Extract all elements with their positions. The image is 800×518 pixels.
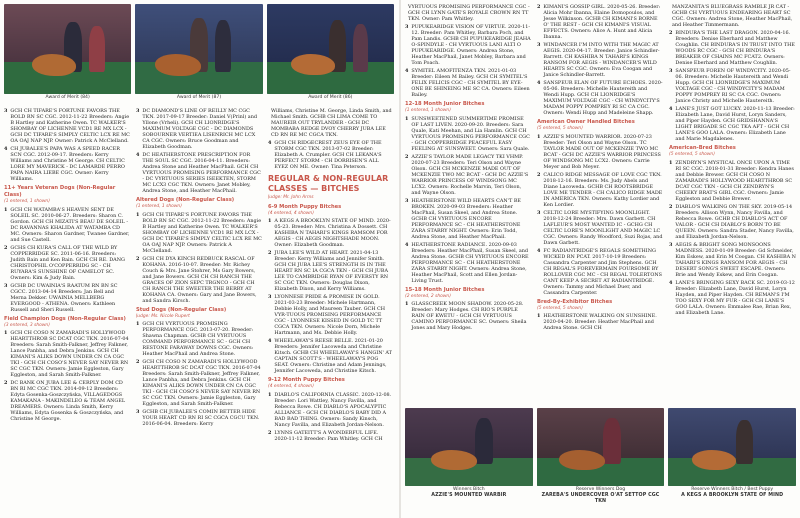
class-subheading: (5 entered, 5 shown): [537, 126, 583, 131]
catalog-entry: [669, 106, 796, 142]
class-subheading: (1 entered, 1 shown): [405, 108, 451, 113]
entry-number: 3: [537, 209, 541, 216]
entry-number: 1: [537, 313, 541, 319]
dog-show-photo: [135, 4, 262, 94]
entry-number: 4: [669, 106, 673, 112]
entry-text: KIMANI'S GOSSIP GIRL. 2020-05-26. Breeder: Alicia Mohr Ibanna, Elaine Domopoulos, and Jesse Wilkinson. GCHB CH KIMANI'S BORNE O' THE REST - GCH CH KIMANI'S VISUAL EFFECTS. Owners: Alice A. Hunt and Alicia Ibanna.: [543, 4, 661, 40]
catalog-entry: [4, 245, 130, 281]
class-heading: 11+ Years Veteran Dogs (Non-Regular Class): [4, 185, 116, 198]
entry-text: AZZIE'S TAYLOR MADE LEGACY TKI VHMP. 2020-07-23 Breeders: Teri Olson and Wayne Olson. GCH CH MCKENZIE MADE OUT OF MCKENZIE TWO MC BCAT - GCH DC AZZIE'S WARRIOR PRINCESS OF WINDSONG MC LCX2. Owners: Rochelle Marvin, Teri Olson, and Wayne Olson.: [411, 153, 529, 196]
entry-text: GCH CH TIFARE'S FORTUNE FAVORS THE BOLD RN SC CGC. 2012-11-22 Breeders: Angie B Hartley and Katherine Owen. TC WALKER'S SHOMBAY OF LICHENNE VCD1 RE MX LCX - GCH DC TIFARE'S SIMPLY CELTIC LCX RE MC OA OAJ NAP NJP. Owner: Patrick A McClelland.: [10, 108, 130, 144]
entry-number: 1: [136, 321, 140, 327]
entry-text: GCH CH TIFARE'S FORTUNE FAVORS THE BOLD RN SC CGC. 2012-11-22 Breeders: Angie B Hartley and Katherine Owen. TC WALKER'S SHOMBAY OF LICHENNE VCD1 RE MX LCX - GCH DC TIFARE'S SIMPLY CELTIC LCX RE MC OA OAJ NAP NJP. Owners: Patrick A McClelland.: [142, 211, 262, 254]
catalog-entry: [537, 134, 663, 170]
entry-text: LANE'S JUST GOT LUCKY. 2020-11-13 Breeder: Elizabeth Lane, David Hurst, Loryn Sanders, and Piper Hayden. GCH GRIDSHANNA'S LIGHT BRIGADE SC CGC TKA AFT - GCH CH LANE'S GOO LALA. Owners: Elizabeth Lane and Marie Magdalenes.: [675, 106, 795, 142]
class-subheading: (5 entered, 5 shown): [537, 305, 583, 311]
catalog-entry: [405, 154, 531, 196]
caption-dog-name: AZZIE'S MOUNTED WARBIR: [431, 493, 507, 498]
class-subheading: (1 entered, 1 shown): [4, 199, 50, 204]
entry-text: GCH CH VYRTUOUS PROMISING PERFORMANCE CGC. 2013-07-20. Breeder: Shawna Chapman. GCHB CH VYRTUOUS COMMAND PERFORMANCE SC - GCH CH RESTONE FARAWAY DOWNS CGC. Owners: Heather MacPhail and Andrea Stone.: [142, 321, 254, 357]
catalog-entry: [669, 242, 796, 278]
entry-text: SANSPEUR ELAN OF FUTURE ECHOES. 2020-05-06. Breeders: Michelle Hautereith and Wendi Hupp. GCH CH LIONRIDGE'S MAXIMUM VOLTAGE CGC - CH WINDYCITY'S MADAM POPPY POMPREY RI SC CA CGC. Owners: Wendi Hupp and Madeleine Shapp.: [543, 80, 663, 116]
class-subheading: Judge: Mr. John Arms: [268, 195, 314, 200]
entry-text: GLASSCREEK MOON SHADOW. 2020-05-28. Breeder: Mary Hodges. CH RIO'S PURPLE RAIN OF KWETU - GCH CH VYRTUOUS CAMINO PERFORMANCE SC. Owners: Sheila Jones and Mary Hodges.: [411, 301, 527, 331]
caption-title: Reserve Winners Dog: [575, 487, 626, 492]
catalog-entry: [268, 140, 394, 170]
entry-text: VYRTUOUS PROMISING PERFORMANCE CGC - GCH CH LYNN GATE'S ROYALE CROWN RN TT TKN. Owner: Pam Whitley.: [408, 4, 530, 22]
catalog-entry: [136, 152, 262, 194]
photo-caption: [267, 95, 394, 100]
entry-number: 4: [4, 146, 8, 152]
entry-text: GCHB DC UWAINIA'S RAATUM RN BN SC CGCC. 2013-04-14 Breeders: Jan Bell and Merna Dekker. UWAINIA MELLBERG EVERGOOD - ATHENA. Owners: Kathleen Russell and Sheri Russell.: [10, 282, 118, 313]
entry-number: 1: [405, 115, 409, 122]
photo-card: [267, 4, 394, 100]
catalog-entry: [405, 198, 531, 240]
entry-number: 4: [136, 152, 140, 158]
entry-text: GCH CH DYA KINCH REDBUCK RASCAL OF KOHANA. 2016-10-07. Breeder: Mr. Richey Couch & Mrs. Jane Stohrer, Ms Gary Bowers, and Jane Bowers. GCH CH CH RANCH THE GRACES OF ZION SEPC TRGNCO - GCH CH CH RANCH THE SWEETER THE BERRY AT KOHANA CA. Owners: Gary and Jane Bowers, and Sandra Kirsch.: [142, 255, 257, 304]
entry-text: WHEELAWAY'S REESE BELLE. 2021-01-20 Breeders: Jennifer Lacoweda and Christine Kitsch. GCHB CH WHEELAWAY'S HANGIN' AT CAPTAIN SCOTT'S - WHEELAWAY'S POG SEAT. Owners: Christine and Adam Jennings, Jennifer Lacoweda, and Christine Kitsch.: [274, 338, 392, 374]
catalog-entry: [669, 204, 796, 240]
entry-number: 1: [537, 133, 541, 140]
entry-text: SANSPEUR FOREN OF WINDYCITY. 2020-05-06. Breeders: Michelle Hautereith and Wendi Hupp. GCH CH LIONRIDGE'S MAXIMUM VOLTAGE CGC - CH WINDYCITY'S MADAM POPPY POMPREY RI SC CA CGC. Owners: Janice Christy and Michelle Hautereith.: [675, 68, 791, 104]
entry-number: 3: [4, 108, 8, 114]
catalog-entry: [405, 68, 531, 98]
entry-number: 4: [537, 80, 541, 86]
entry-text: SYMITEL AMOFITENZA TKN. 2021-01-03 Breeder: Eileen M Bailey. GCH CH SYMITEL'S FELIX FELICIS CGC - CH SYMITEL BY EYE-ONE BE SHINEING ME SC CA. Owners: Eileen Bailey.: [411, 68, 530, 98]
catalog-entry: [4, 146, 130, 182]
catalog-entry: [537, 248, 663, 296]
entry-text: PUPUKEARIDGE VISION OF VIRTUE. 2020-11-12. Breeder: Pam Whitley, Barbara Poch, and Pam Landis. GCHB CH PUPUKEARIDGE JEAHA O-SPINDYLE - CH VYRTUOUS LANI ALTI O PUPUKEARIDGE. Owners: Andrea Stone, Heather MacPhail, Janet Mobley, Barbara and Tom Poach.: [411, 24, 531, 66]
photo-card: [537, 408, 665, 508]
class-heading: 15-18 Month Junior Bitches: [405, 286, 485, 293]
entry-number: 3: [669, 241, 673, 248]
entry-text: LYONNESE PRIDE & PROMISE IN GOLD. 2021-03-23 Breeder: Michele Hartmann, Debbie Holly, and Maureen Tauber. GCH CH VYR-TUOUS PROMISING PERFORMANCE CGC - LYONNESE KISSED IN GOLD TC TT CGCA TKN. Owners: Nicole Dorn, Michele Hartmann, and Ms. Debbie Holly.: [274, 294, 386, 336]
top-photos-row: [4, 4, 394, 100]
entry-text: HEATHERSTONE RADIANCE. 2020-09-03 Breeders: Heather MacPhail, Susan Skeel, and Andrea Stone. GCHB CH VYRTUOUS ENCORE PERFORMANCE SC - CH HEATHERSTONE ZARA STARRY NIGHT. Owners: Andrea Stone, Heather MacPhail, Scott and Ellen Jordan-Living Trust.: [411, 241, 529, 284]
entry-text: DIABLO'S CALIFORNIA CLASSIC. 2020-12-08. Breeder: Lori Wattley, Nancy Favilla, and Rebecca Rowe. CH DIABLO'S APOCALYPTIC ALLIANCE - GCH CH DIABLO'S BABY DID A BAD BAD THING. Owners: Sandy Kinsch, Nancy Favilla, and Elizabeth Jordan-Nelson.: [274, 391, 392, 428]
catalog-entry: [4, 380, 130, 422]
caption-dog-name: A KEGS A BROOKLYN STATE OF MIND: [681, 493, 784, 498]
bottom-photos-row: [405, 408, 796, 508]
text-column-1: [4, 108, 130, 514]
entry-text: SUNSWEETENED SUMMERTIME PROMISE OF LAST LIVEN. 2020-09-20. Breeders: Sara Quale, Kati Meehan, and Lia Hamlin. GCH CH VYRTUOUS PROMISING PERFORMANCE CGC - GCH COPPERRIDGE PEACEFUL EASY FEELING AT SUNSWEET. Owners: Sara Quale.: [411, 115, 530, 152]
catalog-entry: [268, 392, 394, 428]
photo-card: [668, 408, 796, 508]
class-subheading: (3 entered, 3 shown): [4, 322, 50, 328]
entry-number: 4: [268, 140, 272, 146]
class-heading: American-Bred Bitches: [669, 145, 736, 151]
catalog-entry: [405, 242, 531, 284]
catalog-entry: [537, 210, 663, 246]
entry-number: 4: [405, 68, 409, 74]
entry-text: ZENDRYN'S MYSTICAL ONCE UPON A TIME RI SC CGC. 2018-01-31 Breeder: Kendra Hanes and Debbie Brewer. GCH CH COSO N ZAMARADI'S HOLLYWOOD HEARTTHROB SC DCAT CGC TKN - GCH CH ZENDRYN'S CHEEKY BRAT'S GIRL CGC. Owners: Jamie Eggleston and Debbie Brewer.: [675, 159, 794, 202]
entry-number: 1: [669, 159, 673, 166]
class-heading: American Owner Handled Bitches: [537, 119, 635, 125]
entry-text: CELTIC LORE MYSTIFYING MOONLIGHT. 2018-12-24 Breeder: Mrs. Dawn Garbett. CH LAFLEUR'S MOST WANTED IC - GCHG CH CELTIC LORE'S MOONLIGHT AND MAGIC LC CGC. Owners: Randy Woodford, Suzi Rojas, and Dawn Garbett.: [543, 209, 663, 246]
text-column-5: [537, 4, 663, 404]
catalog-entry: [136, 409, 262, 427]
class-subheading: (4 entered, 4 shown): [268, 384, 314, 389]
entry-text: A KEGS A BROOKLYN STATE OF MIND. 2020-05-23. Breeder: Mrs. Christina A Dossett. CH KASHIBA N TAHARI'S KINGS RAMSOM FOR AEGIS - CH AEGIS NIGHTSHADE MOON. Owner: Elizabeth Goodman.: [274, 218, 391, 248]
entry-number: 2: [4, 380, 8, 386]
catalog-entry: [537, 4, 663, 40]
catalog-entry: [268, 294, 394, 336]
entry-text: GCH CH WATAMBA'S HEAVEN SENT DE SOLEIL SC. 2010-06-27. Breeders: Sharon C. Gordon. GCH CH MIZATI'S BEAU DE SOLEIL - DC RAVANNAS KHALIDA AT WATAMBA CD MC. Owners: Sharon Gardner, Twanee Gardner, and Sue Castell.: [10, 206, 130, 243]
caption-title: Winners Bitch: [452, 487, 485, 492]
catalog-entry: [669, 280, 796, 316]
text-column-3: [268, 108, 394, 514]
class-heading: Altered Dogs (Non-Regular Class): [136, 197, 235, 203]
entry-number: 4: [537, 247, 541, 254]
entry-number: 3: [268, 294, 272, 300]
catalog-entry: [136, 321, 262, 357]
entry-number: 1: [405, 301, 409, 307]
class-heading: Field Champion Dogs (Non-Regular Class): [4, 315, 126, 322]
entry-number: 4: [405, 241, 409, 248]
entry-text: JUBA LEE'S WILD AT HEART. 2021-04-13 Breeder: Kerry Williams and Jennifer Smith. GCH CH JUBA LEE'S STRENGTH IS IN THE HEART RN SC IA CGCA TKN - GCH CH JUBA LEE TO CAMBRIDGE RYAN OF EVERSTY RN SC CGC TKN. Owners: Douglas Dixon, Elizabeth Dixon, and Kerry Williams.: [274, 250, 389, 292]
class-heading: Stud Dogs (Non-Regular Class): [136, 306, 227, 313]
catalog-entry: [669, 68, 796, 104]
text-column-2: [136, 108, 262, 514]
dog-show-photo: [668, 408, 796, 486]
entry-number: 3: [537, 42, 541, 48]
entry-number: 3: [405, 197, 409, 204]
entry-number: 2: [537, 4, 541, 10]
entry-text: GCH CH COSO N ZAMARADI'S HOLLYWOOD HEARTTHROB SC DCAT CGC TKN. 2016-07-04 Breeders: Sarah Smith-Falkner, Jeffrey Falkner, Lance Panbha, and Debra Jenkins. GCH CH KIMANI'S ALIKS DOWN UNDER CN CA CGC TKI - GCH CH COSO'S NEVER SAY NEVER RN SC CGC TKN. Owners: Jamie Eggleston, Gary Eggleston, and Sarah Smith-Falkner.: [10, 330, 129, 378]
entry-number: 2: [268, 429, 272, 436]
class-subheading: (2 entered, 2 shown): [405, 293, 451, 299]
catalog-entry: [268, 338, 394, 374]
photo-card: [4, 4, 131, 100]
text-column-6: [669, 4, 796, 404]
caption-title: Award of Merit (86): [308, 95, 353, 100]
entry-number: 2: [405, 153, 409, 160]
catalog-entry: [537, 313, 663, 331]
caption-title: Award of Merit (84): [45, 95, 90, 100]
entry-number: 2: [669, 30, 673, 36]
entry-number: 2: [136, 359, 140, 365]
entry-number: 2: [537, 171, 541, 178]
class-heading: 6-9 Month Puppy Bitches: [268, 203, 342, 210]
dog-show-photo: [405, 408, 533, 486]
class-heading: 12-18 Month Junior Bitches: [405, 101, 485, 107]
entry-number: 4: [268, 338, 272, 344]
catalog-entry: [268, 218, 394, 248]
class-heading: 9-12 Month Puppy Bitches: [268, 377, 345, 383]
catalog-entry: [268, 108, 394, 138]
entry-number: 3: [136, 108, 140, 114]
catalog-entry: [136, 108, 262, 150]
caption-title: Reserve Winners Bitch / Best Puppy: [691, 487, 774, 492]
photo-caption: [668, 487, 796, 499]
catalog-entry: [669, 160, 796, 202]
photo-caption: [537, 487, 665, 505]
dog-show-photo: [4, 4, 131, 94]
photo-caption: [135, 95, 262, 100]
entry-text: CALICO RIDGE MESSAGE OF LOVE CGC TKN. 2018-12-16. Breeders: Ms. Judy Abels and Diane Lacoweda. GCHB CH ROOTSBRIDGE LOVE ME TENDER - CH CALICO RIDGE MADE IN AMERICA TKN. Owners: Kathy Lordier and Ken Lordier.: [543, 171, 663, 208]
dog-show-photo: [537, 408, 665, 486]
entry-number: 1: [136, 211, 140, 218]
class-subheading: (1 entered, 1 shown): [136, 204, 182, 209]
entry-text: AZZIE'S MOUNTED WARRIOR. 2020-07-23 Breeder: Teri Olson and Wayne Olson. TC TAYLOR MADE OUT OF MCKENZIE TWO MC BCAT - GCH DC AZZIE'S WARRIOR PRINCESS OF WINDSONG MC LCX2. Owners: Carrie Meyer and Bob Meyer.: [543, 133, 661, 170]
dog-show-photo: [267, 4, 394, 94]
entry-number: 3: [669, 68, 673, 74]
catalog-entry: [4, 283, 130, 313]
entry-text: Williams, Christine M. George, Linda Smith, and Michael Smith. GCHB CH LIMA COME TO MAUREIR OUT TRYLANDER - GCH DC MOMBABA REDGE DVOY CHERRY JUBA LEE CD RN RE MC CGCA TKN.: [271, 108, 392, 138]
entry-text: LANE'S BRINGING SEXY BACK SC. 2019-03-12 Breeder: Elizabeth Lane, David Hurst, Loryn Hayden, and Piper Hayden. CH REMAN'S I'M TOO SEXY FOR MY FUR - GCH CH LANE'S GOO LALA. Owners: Emmalee Rae, Brian Rex, and Elizabeth Lane.: [675, 279, 795, 316]
entry-number: 2: [4, 244, 8, 251]
catalog-entry: [136, 359, 262, 407]
entry-text: CH JUBALEE'S PAPA WAS A SPEED RACER SCN CGC. 2012-09-17. Breeders: Kerry Williams and Christine M George. CH CELTIC LORE MY MAVERICK - DC LAMARDE PERRO PAPA NAIRA LIEBE CGC. Owner: Kerry Williams.: [10, 146, 125, 182]
catalog-entry: [537, 172, 663, 208]
catalog-entry: [537, 42, 663, 78]
entry-number: 3: [136, 409, 140, 415]
entry-number: 2: [268, 250, 272, 256]
entry-number: 1: [268, 391, 272, 398]
entry-text: GCHB CH JUBALEE'S COMIN BETTER HIDE YOUR HEART CD RN RI SC CGCA CGCU TKN. 2016-06-04. Breeders: Kerry: [142, 409, 260, 427]
catalog-entry: [405, 4, 531, 22]
catalog-entry: [4, 108, 130, 144]
caption-title: Award of Merit (87): [176, 95, 222, 100]
entry-text: FC RADIANTRIDGE'S REGALS SOMETHING WICKED RN PCAT. 2017-10-19 Breeders: Cassandra Carpenter and Jim Stephens. GCH CH REGAL'S FOREVERMAIN FOURSOME BY ROLLOVER CGC MC - CH REGAL TOLERTONS CANT KEEP A SECRET AT RADIANTRIDGE. Owners: Tammy and Michael Duer, and Cassandra Carpenter.: [543, 247, 662, 296]
entry-text: HEATHERSTONE WALKING ON SUNSHINE. 2020-04-20. Breeder: Heather MacPhail and Andrea Stone. GCH CH: [543, 313, 657, 331]
entry-number: 4: [669, 279, 673, 286]
entry-number: 1: [268, 218, 272, 224]
entry-text: GCHS CH KURA'S CALL OF THE WILD BY COPPERRIDGE SC. 2011-06-16. Breeders: Judith Bain and Ken Bain. GCH CH RE. DANG CHRISTOPHIL O'COPPERRIDG SC - CH RUYARA'S SUNSHINE OF CAMELOT SC. Owners: Kim & Judy Bain.: [10, 244, 125, 281]
page-gutter: [399, 0, 401, 518]
catalog-entry: [268, 250, 394, 292]
entry-text: GCH CH RIDGECREST ZEUS EYE OF THE STORM CGC TKN. 2013-07-02 Breeder: Elizabeth A. Crumpler. GCH CH LEKANA'S PERFECT STORM - CH DORRISEN'S ALL EYEZ ON ME. Owner: Tina Peterson.: [274, 140, 382, 170]
catalog-entry: [136, 212, 262, 254]
class-subheading: (5 entered, 5 shown): [669, 152, 715, 157]
catalog-entry: [4, 330, 130, 378]
catalog-entry: [405, 301, 531, 331]
entry-number: 3: [405, 24, 409, 30]
entry-text: LYNNS GATEITT'S A WONDERFUL LIFE. 2020-11-12 Breeder: Pam Whitley. GCH CH: [274, 429, 383, 442]
entry-number: 2: [669, 203, 673, 210]
entry-text: DC BANK ON JUBA LEE & CERPLY DOM CD BN RI MC CGC TKN. 2014-09-12 Breeders: Edyta Gosenka-Goszczyńska, VILLAGEDOGS KAMAKANA - MAKINDELEO & TEAM ANGEL DREAMERS. Owners: Linda Smith, Kerry Williams, Edyta Gosenka & Goszczyńska, and Christine M George.: [10, 380, 126, 422]
entry-text: DC HEATHERSTONE PRESCRIPTION FOR THE SOUL SC CGC. 2016-04-11. Breeders: Andrea Stone and Heather MacPhail. GCH CH VYRTUOUS PROMISING PERFORMANCE CGC - DC VYRTUOUS SERIES ISEEKTEN, STORM MC LCX3 CGC TKN. Owners: Janet Mobley, Andrea Stone, and Heather MacPhail.: [142, 152, 261, 194]
caption-dog-name: ZAREBA'S UNDERCOVER O'AT SETTOP CGC TKN: [541, 493, 660, 504]
photo-caption: [405, 487, 533, 499]
entry-number: 1: [4, 330, 8, 336]
entry-number: 2: [136, 255, 140, 262]
entry-text: BINDURA'S THE LAST DRAGON. 2020-04-16. Breeders: Denise Eberhard and Matthew Coughlin. CH BINDURA'S IN TRUST INTO THE WOODS RC CGC - GCH CH BINDURA'S BREAKER OF CHAINS MC FCAT2. Owners: Denise Eberhard and Matthew Coughlin.: [675, 30, 795, 66]
catalog-entry: [537, 80, 663, 116]
catalog-entry: [405, 24, 531, 66]
catalog-entry: [669, 4, 796, 28]
entry-text: DC DIAMOND'S LINE OF REILLY MC CGC TKN. 2017-09-17 Breeder: Daniel V(Prinl) and Yllone (Vrheli). GCH CH LIONRIDGE'S MAXIMUM VOLTAGE CGC - DC DIAMONDS SOBOURNER VERTIEA LISENRICH MC LCX CA CGC. Owners: Bruce Goodman and Elizabeth Goodman.: [142, 108, 258, 150]
section-heading: REGULAR & NON-REGULAR CLASSES — BITCHES: [268, 174, 389, 193]
photo-caption: [4, 95, 131, 100]
class-subheading: (4 entered, 4 shown): [268, 210, 314, 216]
entry-number: 1: [4, 206, 8, 213]
photo-card: [135, 4, 262, 100]
class-subheading: Judge: Ms. Nicole Rupert: [136, 313, 190, 319]
catalog-entry: [136, 256, 262, 304]
entry-text: MANZANITA'S BLUEGRASS RAMBLE JR CAT - GCHB CH VYRTUOUS ENDEARING HEART SC CGC. Owners: Andrea Stone, Heather MacPhail, and Heather Timmermann.: [672, 4, 793, 28]
catalog-entry: [669, 30, 796, 66]
catalog-entry: [405, 116, 531, 152]
entry-number: 3: [4, 282, 8, 289]
catalog-entry: [4, 207, 130, 243]
class-heading: Bred-By-Exhibitor Bitches: [537, 298, 613, 305]
text-column-4: [405, 4, 531, 404]
photo-card: [405, 408, 533, 508]
catalog-entry: [268, 430, 394, 442]
entry-text: AEGIS & BRIGHT SONG MONSOONS MADNESS. 2020-01-09 Breeder: Gd Schneider, Kim Eskew, and Erin M Coogan. CH KASHIBA N TAHARI'S KINGS RANSOM FOR AEGIS - CH DESERT SONG'S SWEET ESCAPE. Owners: Brie and Wendy Eskew, and Erin Coogan.: [675, 241, 796, 278]
entry-text: GCH CH COSO N ZAMARADI'S HOLLYWOOD HEARTTHROB SC DCAT CGC TKN. 2016-07-04 Breeders: Sarah Smith-Falkner, Jeffrey Falkner, Lance Panbha, and Debra Jenkins. GCH CH KIMANI'S ALIKS DOWN UNDER CN CA CGC TKI - GCH CH COSO'S NEVER SAY NEVER RN SC CGC TKN. Owners: Jamie Eggleston, Gary Eggleston, and Sarah Smith-Falkner.: [142, 359, 261, 407]
entry-text: WINDANCER I'M INTO WITH THE MAGIC AT AEGIS. 2020-04-17. Breeder: Janice Schindler-Barrett. CH KASHIBA N TAHARI'S KINGS RANSOM FOR AEGIS - WINDANCER'S WILD HEARTS SC CGC. Owners: Eva Coogan and Janice Schindler-Barrett.: [543, 42, 660, 78]
entry-text: HEATHERSTONE WILD HEARTS CAN'T BE BROKEN. 2020-09-03 Breeders: Heather MacPhail, Susan Skeel, and Andrea Stone. GCHB CH VYRTUOUS ENCORE PERFORMANCE SC - CH HEATHERSTONE ZARA STARRY NIGHT. Owners: Erin Todd, Andrea Stone, and Heather MacPhail.: [411, 197, 522, 240]
entry-text: DIABLO'S WALKING ON THE SKY. 2019-05-14 Breeders: Allison Wynn, Nancy Favilla, and Rebecca Rowe. GCHB CH DIABLO'S ACT OF VALOR - GCH CH DIABLO'S BORN TO BE QUEEN. Owners: Sandra Stader, Nancy Favilla, and Elizabeth Jordan-Nelson.: [675, 203, 794, 240]
